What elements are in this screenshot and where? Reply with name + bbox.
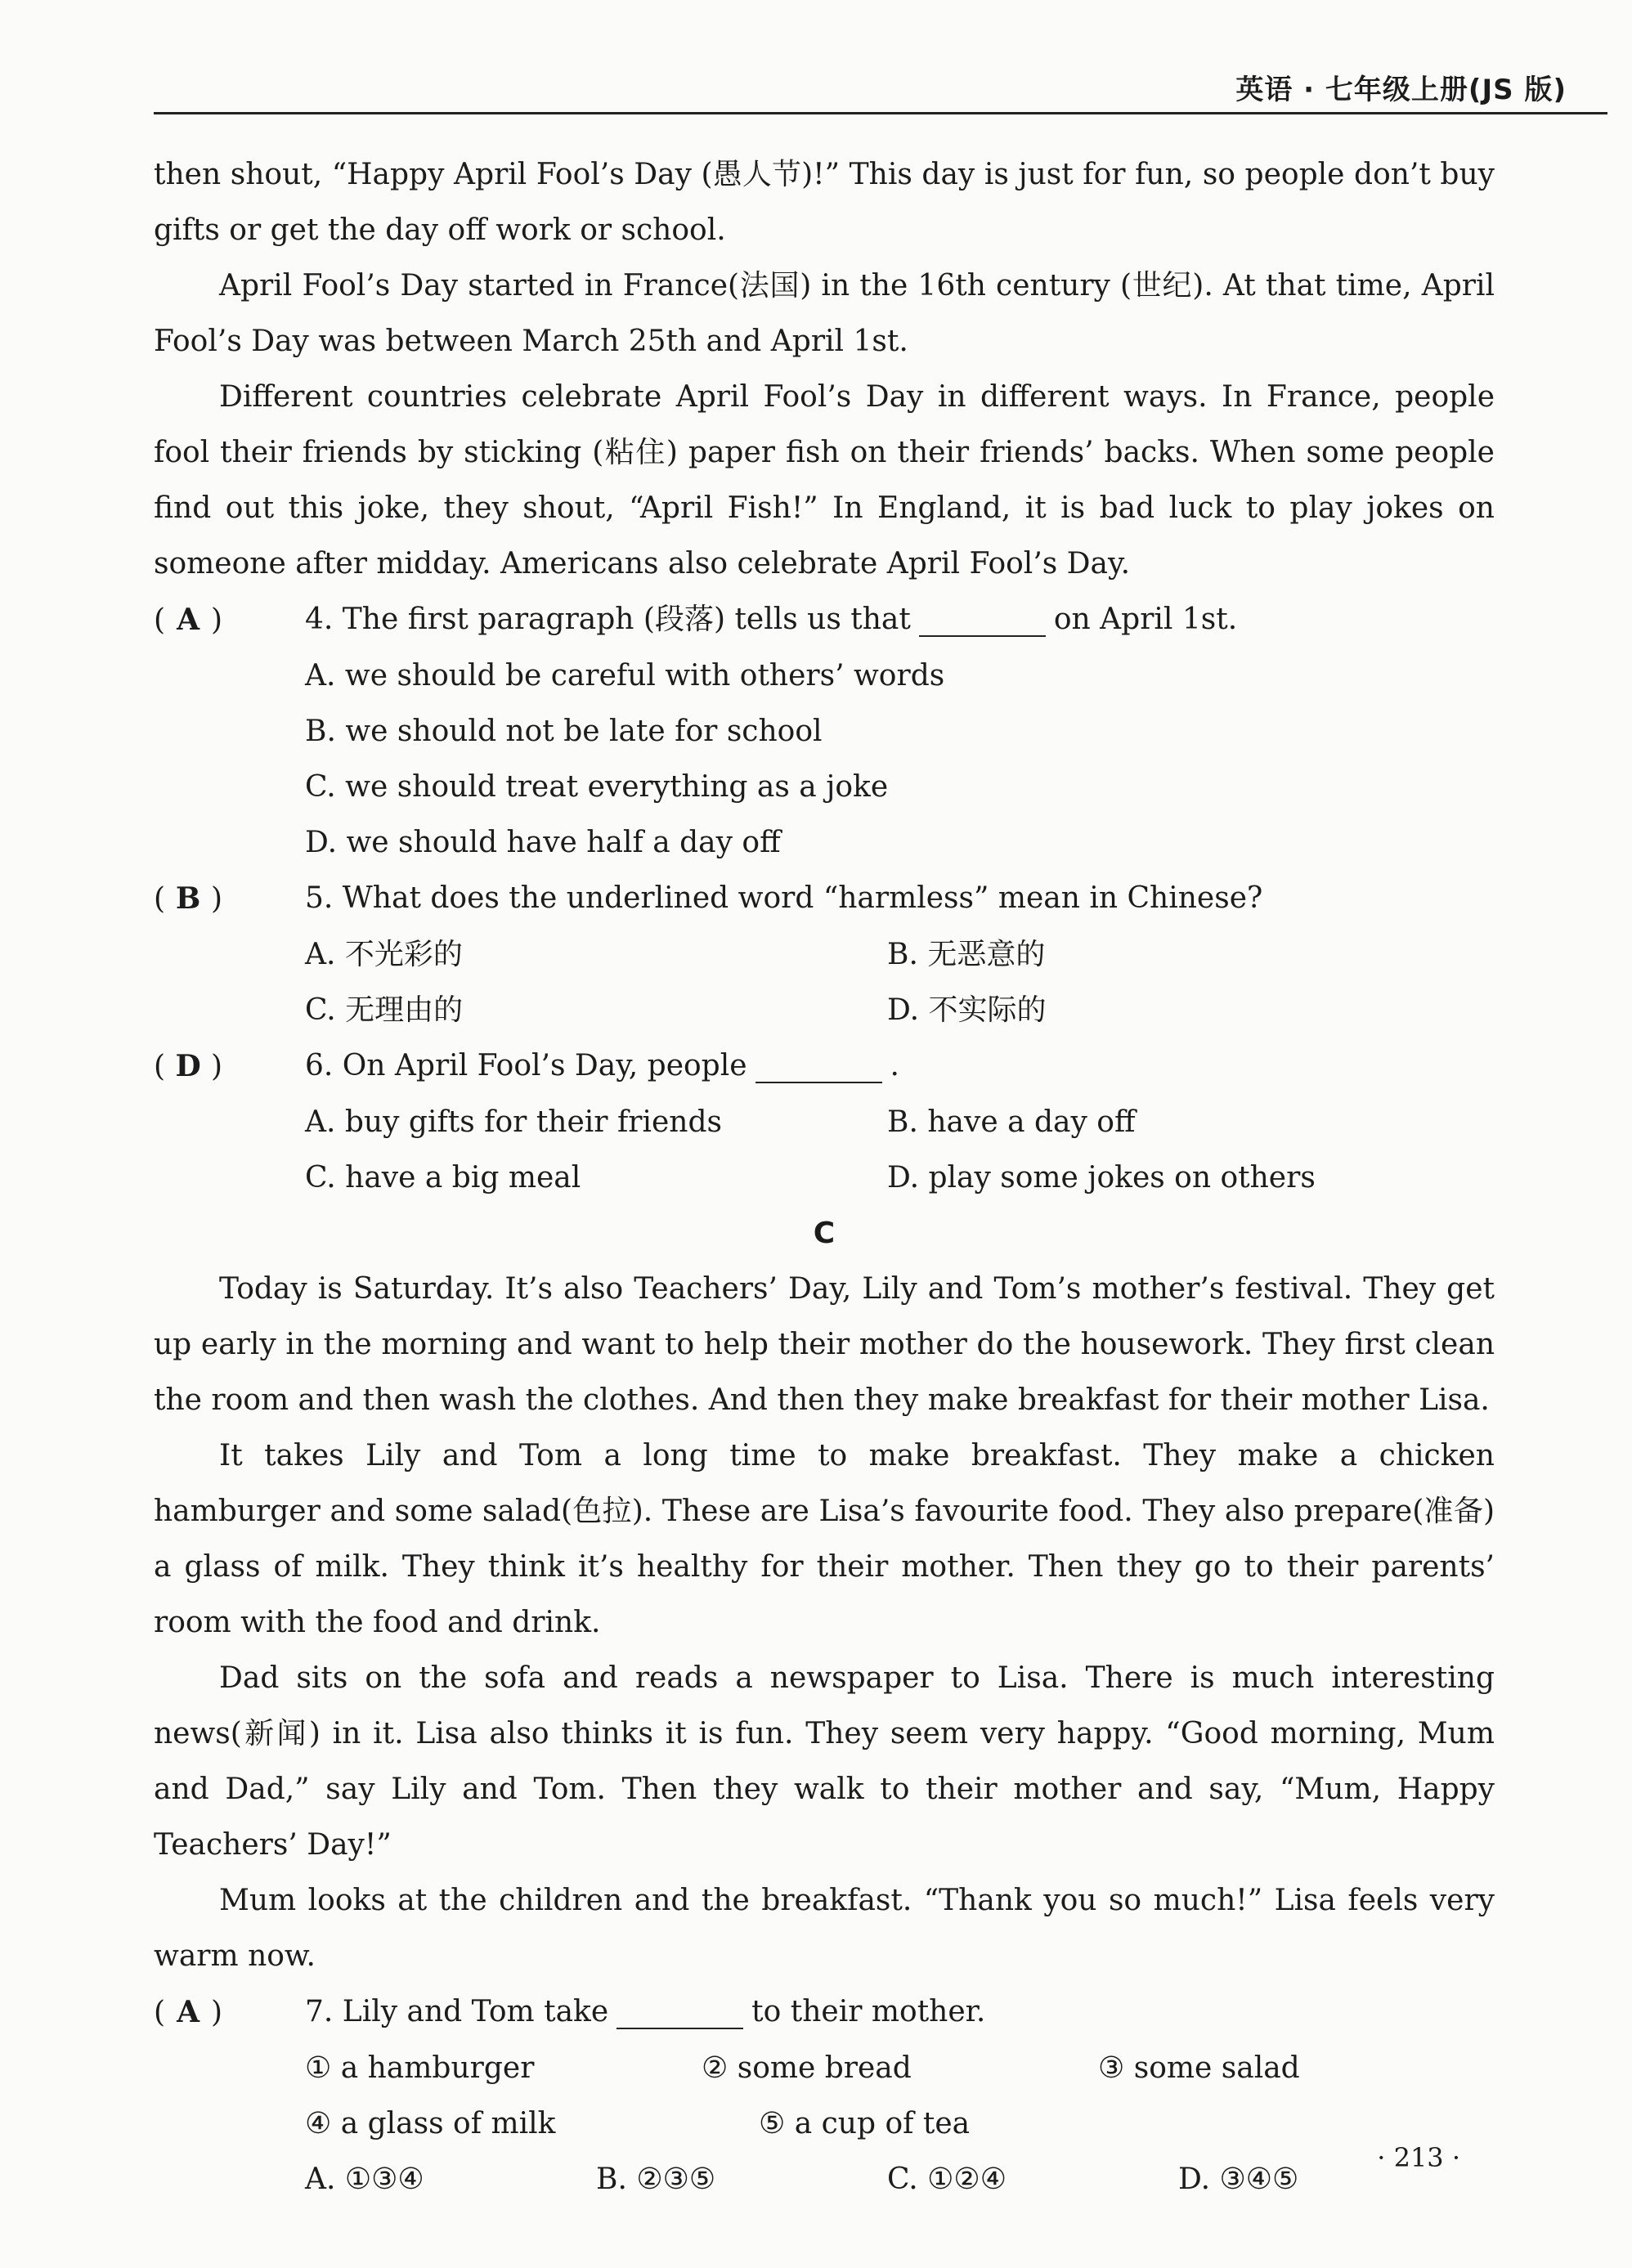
- option: D. we should have half a day off: [305, 826, 781, 859]
- option: A. buy gifts for their friends: [305, 1105, 722, 1139]
- option: B. 无恶意的: [887, 938, 1046, 971]
- item: ⑤ a cup of tea: [759, 2107, 971, 2140]
- question-stem: 5. What does the underlined word “harmless” mean in Chinese?: [305, 881, 1263, 915]
- option: D. play some jokes on others: [887, 1161, 1316, 1195]
- option: C. we should treat everything as a joke: [305, 770, 889, 804]
- option: D. 不实际的: [887, 993, 1047, 1027]
- option-row: [154, 2152, 1495, 2207]
- answer-mark: B: [175, 881, 201, 916]
- option: A. we should be careful with others’ words: [305, 659, 945, 693]
- question-stem: 6. On April Fool’s Day, people .: [305, 1049, 899, 1082]
- option: B. have a day off: [887, 1105, 1136, 1139]
- question-5: [154, 871, 1495, 927]
- item: ③ some salad: [1098, 2051, 1300, 2085]
- option-row: [154, 927, 1495, 983]
- item: ② some bread: [702, 2051, 912, 2085]
- question-7: [154, 1984, 1495, 2041]
- answer-bracket: ( A ): [154, 1984, 305, 2041]
- item-row: [154, 2096, 1495, 2152]
- answer-mark: A: [177, 603, 200, 637]
- option: A. 不光彩的: [305, 938, 463, 971]
- answer-blank: [919, 603, 1046, 637]
- answer-mark: D: [175, 1049, 201, 1083]
- answer-bracket: ( B ): [154, 871, 305, 927]
- answer-bracket: ( D ): [154, 1038, 305, 1095]
- option: B. ②③⑤: [596, 2163, 716, 2196]
- section-heading: C: [813, 1217, 836, 1250]
- passage-b-paragraph: April Fool’s Day started in France(法国) in the 16th century (世纪). At that time, April Fool’s Day was between March 25th and April 1st.: [154, 269, 1495, 358]
- item: ① a hamburger: [305, 2051, 535, 2085]
- option-row: [154, 1095, 1495, 1150]
- passage-c-paragraph: Mum looks at the children and the breakfast. “Thank you so much!” Lisa feels very warm now.: [154, 1884, 1495, 1973]
- item: ④ a glass of milk: [305, 2107, 556, 2140]
- option-row: [154, 983, 1495, 1038]
- page-number: · 213 ·: [1377, 2142, 1460, 2173]
- passage-c-paragraph: Today is Saturday. It’s also Teachers’ Day, Lily and Tom’s mother’s festival. They get up early in the morning and want to help their mother do the housework. They first clean the room and then wash the clothes. And then they make breakfast for their mother Lisa.: [154, 1272, 1495, 1417]
- option: B. we should not be late for school: [305, 715, 823, 748]
- question-6: [154, 1038, 1495, 1095]
- answer-bracket: ( A ): [154, 592, 305, 648]
- question-stem: 7. Lily and Tom take to their mother.: [305, 1995, 986, 2028]
- question-stem: 4. The first paragraph (段落) tells us that on April 1st.: [305, 603, 1238, 636]
- answer-blank: [755, 1049, 882, 1083]
- option: A. ①③④: [305, 2163, 424, 2196]
- option: C. ①②④: [887, 2163, 1007, 2196]
- answer-mark: A: [177, 1995, 200, 2029]
- page-header: [154, 49, 1607, 114]
- page-content: [154, 147, 1495, 2207]
- passage-c-paragraph: It takes Lily and Tom a long time to make breakfast. They make a chicken hamburger and some salad(色拉). These are Lisa’s favourite food. They also prepare(准备) a glass of milk. They think it’s healthy for their mother. Then they go to their parents’ room with the food and drink.: [154, 1439, 1495, 1639]
- option-row: [154, 1150, 1495, 1206]
- item-row: [154, 2041, 1495, 2096]
- passage-b-paragraph: Different countries celebrate April Fool’s Day in different ways. In France, people fool their friends by sticking (粘住) paper fish on their friends’ backs. When some people find out this joke, they shout, “April Fish!” In England, it is bad luck to play jokes on someone after midday. Americans also celebrate April Fool’s Day.: [154, 380, 1495, 580]
- option: C. 无理由的: [305, 993, 464, 1027]
- question-4: [154, 592, 1495, 648]
- passage-c-paragraph: Dad sits on the sofa and reads a newspaper to Lisa. There is much interesting news(新闻) in it. Lisa also thinks it is fun. They seem very happy. “Good morning, Mum and Dad,” say Lily and Tom. Then they walk to their mother and say, “Mum, Happy Teachers’ Day!”: [154, 1661, 1495, 1862]
- header-rule: [154, 112, 1607, 114]
- passage-b-paragraph: then shout, “Happy April Fool’s Day (愚人节)!” This day is just for fun, so people don’t buy gifts or get the day off work or school.: [154, 158, 1495, 247]
- option: C. have a big meal: [305, 1161, 581, 1195]
- book-title: 英语 · 七年级上册(JS 版): [1235, 74, 1567, 106]
- answer-blank: [616, 1995, 743, 2029]
- option: D. ③④⑤: [1178, 2163, 1299, 2196]
